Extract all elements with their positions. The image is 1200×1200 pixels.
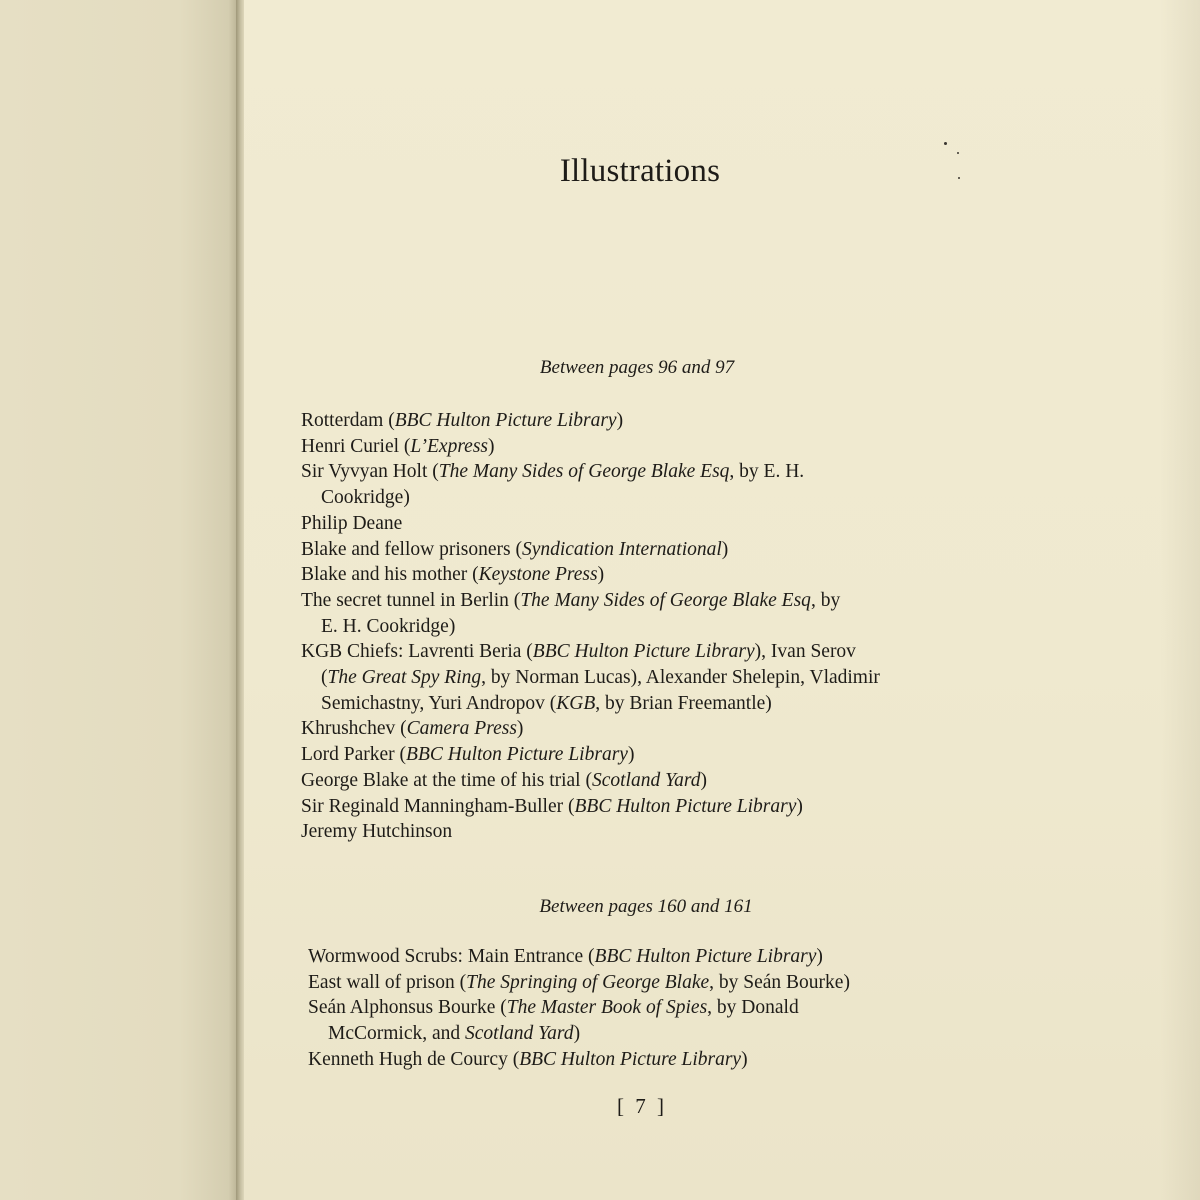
list-item: Seán Alphonsus Bourke (The Master Book of Spies, by Donald [308,997,799,1019]
list-item: Khrushchev (Camera Press) [301,718,524,740]
ink-speck [944,142,947,145]
list-item: Henri Curiel (L’Express) [301,435,495,457]
list-item: Philip Deane [301,512,403,534]
page-number: [ 7 ] [617,1094,667,1118]
list-item: Lord Parker (BBC Hulton Picture Library) [301,744,635,766]
list-item: KGB Chiefs: Lavrenti Beria (BBC Hulton Picture Library), Ivan Serov [301,641,856,663]
illustration-list-2 [308,944,958,1073]
list-item: Wormwood Scrubs: Main Entrance (BBC Hulton Picture Library) [308,946,823,967]
list-item-continuation: E. H. Cookridge) [321,615,456,637]
list-item: Blake and his mother (Keystone Press) [301,564,605,586]
section-heading-1: Between pages 96 and 97 [539,357,735,378]
section-heading-2: Between pages 160 and 161 [539,896,753,917]
list-item-continuation: McCormick, and Scotland Yard) [328,1023,581,1045]
list-item: Rotterdam (BBC Hulton Picture Library) [301,410,624,431]
list-item: Kenneth Hugh de Courcy (BBC Hulton Picture Library) [308,1048,748,1070]
list-item-continuation: Semichastny, Yuri Andropov (KGB, by Brian Freemantle) [321,692,772,714]
list-item: East wall of prison (The Springing of George Blake, by Seán Bourke) [308,971,850,993]
list-item: Blake and fellow prisoners (Syndication International) [301,538,729,560]
list-item-continuation: Cookridge) [321,487,410,509]
illustration-list-1 [301,408,991,845]
list-item: Sir Vyvyan Holt (The Many Sides of George Blake Esq, by E. H. [301,461,805,483]
list-item-continuation: (The Great Spy Ring, by Norman Lucas), Alexander Shelepin, Vladimir [321,667,880,689]
list-item: Sir Reginald Manningham-Buller (BBC Hulton Picture Library) [301,795,803,817]
page-title: Illustrations [559,153,721,189]
list-item: The secret tunnel in Berlin (The Many Sides of George Blake Esq, by [301,589,841,611]
list-item: George Blake at the time of his trial (Scotland Yard) [301,769,708,791]
list-item: Jeremy Hutchinson [301,821,453,843]
